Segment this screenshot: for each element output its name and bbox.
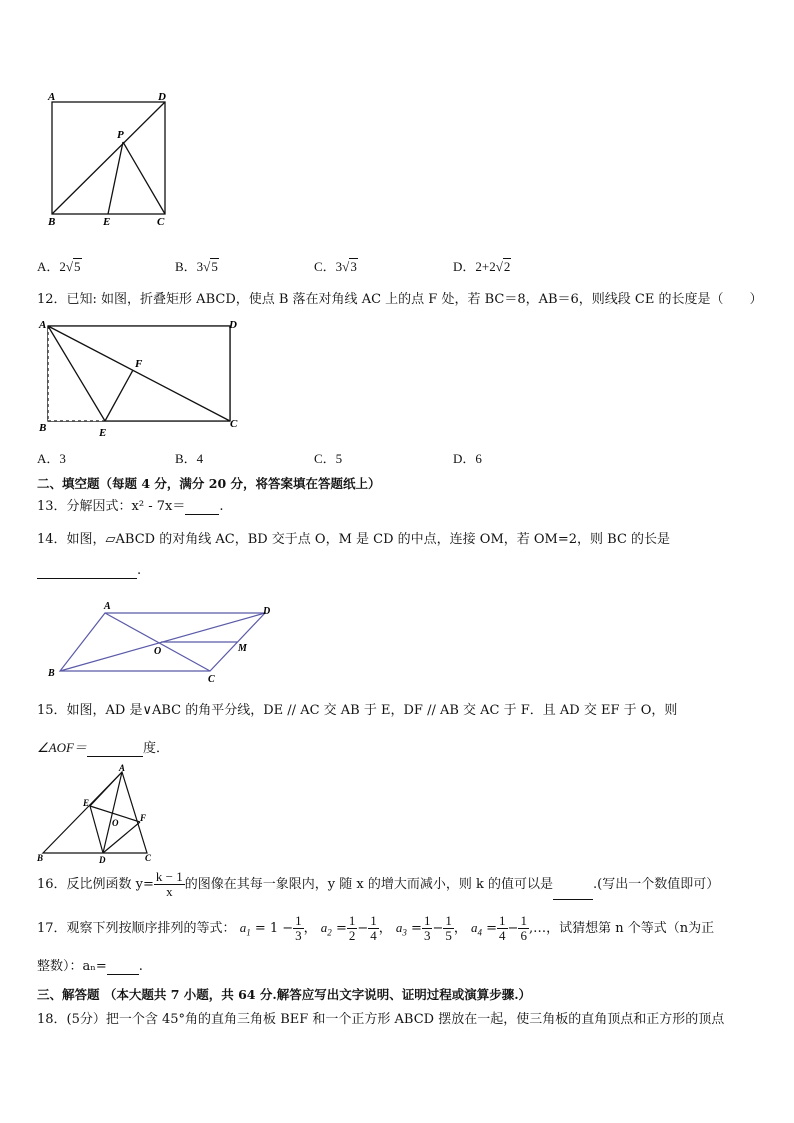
section-3-heading: 三、解答题 （本大题共 7 小题，共 64 分.解答应写出文字说明、证明过程或演算步骤.）: [37, 987, 532, 1002]
q17-answer-line: 整数）：aₙ= .: [37, 959, 143, 974]
q14-label-m: M: [238, 643, 247, 654]
q12-choice-c: C．5: [314, 451, 343, 466]
q11-choice-b: B．3√5: [175, 259, 218, 274]
q12-choice-d: D．6: [453, 451, 482, 466]
q12-label-d: D: [229, 319, 237, 331]
q12-label-e: E: [99, 427, 107, 439]
q11-choice-d: D．2+2√2: [453, 259, 511, 274]
q15-label-d: D: [99, 855, 106, 865]
q11-label-b: B: [48, 216, 56, 228]
q12-label-c: C: [230, 418, 238, 430]
q12-label-f: F: [135, 358, 143, 370]
q16: 16．反比例函数 y= $\frac{k - 1}{x}$ 的图像在其每一象限内，y 随 x 的增大而减小，则 k 的值可以是 .(写出一个数值即可）: [37, 869, 720, 899]
q14-label-c: C: [208, 674, 215, 682]
q15-label-a: A: [119, 763, 126, 773]
q12-choice-b: B．4: [175, 451, 204, 466]
q12-text: 12．已知: 如图，折叠矩形 ABCD，使点 B 落在对角线 AC 上的点 F 处，若 BC＝8，AB＝6，则线段 CE 的长度是（ ）: [37, 292, 763, 307]
q15-text: 15．如图，AD 是∨ABC 的角平分线，DE // AC 交 AB 于 E，DF // AB 交 AC 于 F．且 AD 交 EF 于 O，则: [37, 703, 678, 718]
q14-label-a: A: [104, 601, 111, 612]
q11-figure: [40, 88, 180, 228]
q12-label-b: B: [39, 422, 47, 434]
q15-label-c: C: [145, 853, 152, 863]
q12-choice-a: A．3: [37, 451, 66, 466]
q14-label-o: O: [154, 646, 162, 657]
q14-text: 14．如图，▱ABCD 的对角线 AC，BD 交于点 O，M 是 CD 的中点，连接 OM，若 OM=2，则 BC 的长是: [37, 532, 671, 547]
q12-figure: [35, 316, 245, 440]
q13: 13．分解因式：x² - 7x＝ .: [37, 499, 224, 514]
q11-label-a: A: [48, 91, 56, 103]
q11-label-c: C: [157, 216, 165, 228]
q14-answer-line: .: [37, 563, 141, 579]
q14-label-b: B: [48, 668, 55, 679]
q15-label-b: B: [37, 853, 44, 863]
q11-label-p: P: [117, 129, 124, 141]
q11-label-e: E: [103, 216, 111, 228]
q11-choice-c: C．3√3: [314, 259, 357, 274]
q17: 17．观察下列按顺序排列的等式： $a_1 = 1$ − $\frac{1}{3}$ ， $a_2$ = $\frac{1}{2}$ − $\frac{1}{4}$ ， $a_3$ = $\frac{1}{3}$ − $\frac{1}{5}$ ， $a_4$ = $\frac{1}{4}$ − $\frac{1}{6}$ ,…，试猜想第 n 个等式（n为正: [37, 913, 715, 943]
q15-answer-line: ∠AOF＝ 度．: [37, 740, 169, 756]
q15-figure: [35, 762, 160, 866]
q12-label-a: A: [39, 319, 47, 331]
q14-figure: [40, 598, 280, 682]
q15-label-f: F: [140, 813, 147, 823]
q15-label-o: O: [112, 818, 119, 828]
q11-choice-a: A．2√5: [37, 259, 81, 274]
q18-text: 18．(5分）把一个含 45°角的直角三角板 BEF 和一个正方形 ABCD 摆放在一起，使三角板的直角顶点和正方形的顶点: [37, 1012, 725, 1027]
q11-label-d: D: [158, 91, 166, 103]
section-2-heading: 二、填空题（每题 4 分，满分 20 分，将答案填在答题纸上）: [37, 476, 381, 491]
q14-label-d: D: [263, 606, 271, 617]
q15-label-e: E: [83, 798, 90, 808]
